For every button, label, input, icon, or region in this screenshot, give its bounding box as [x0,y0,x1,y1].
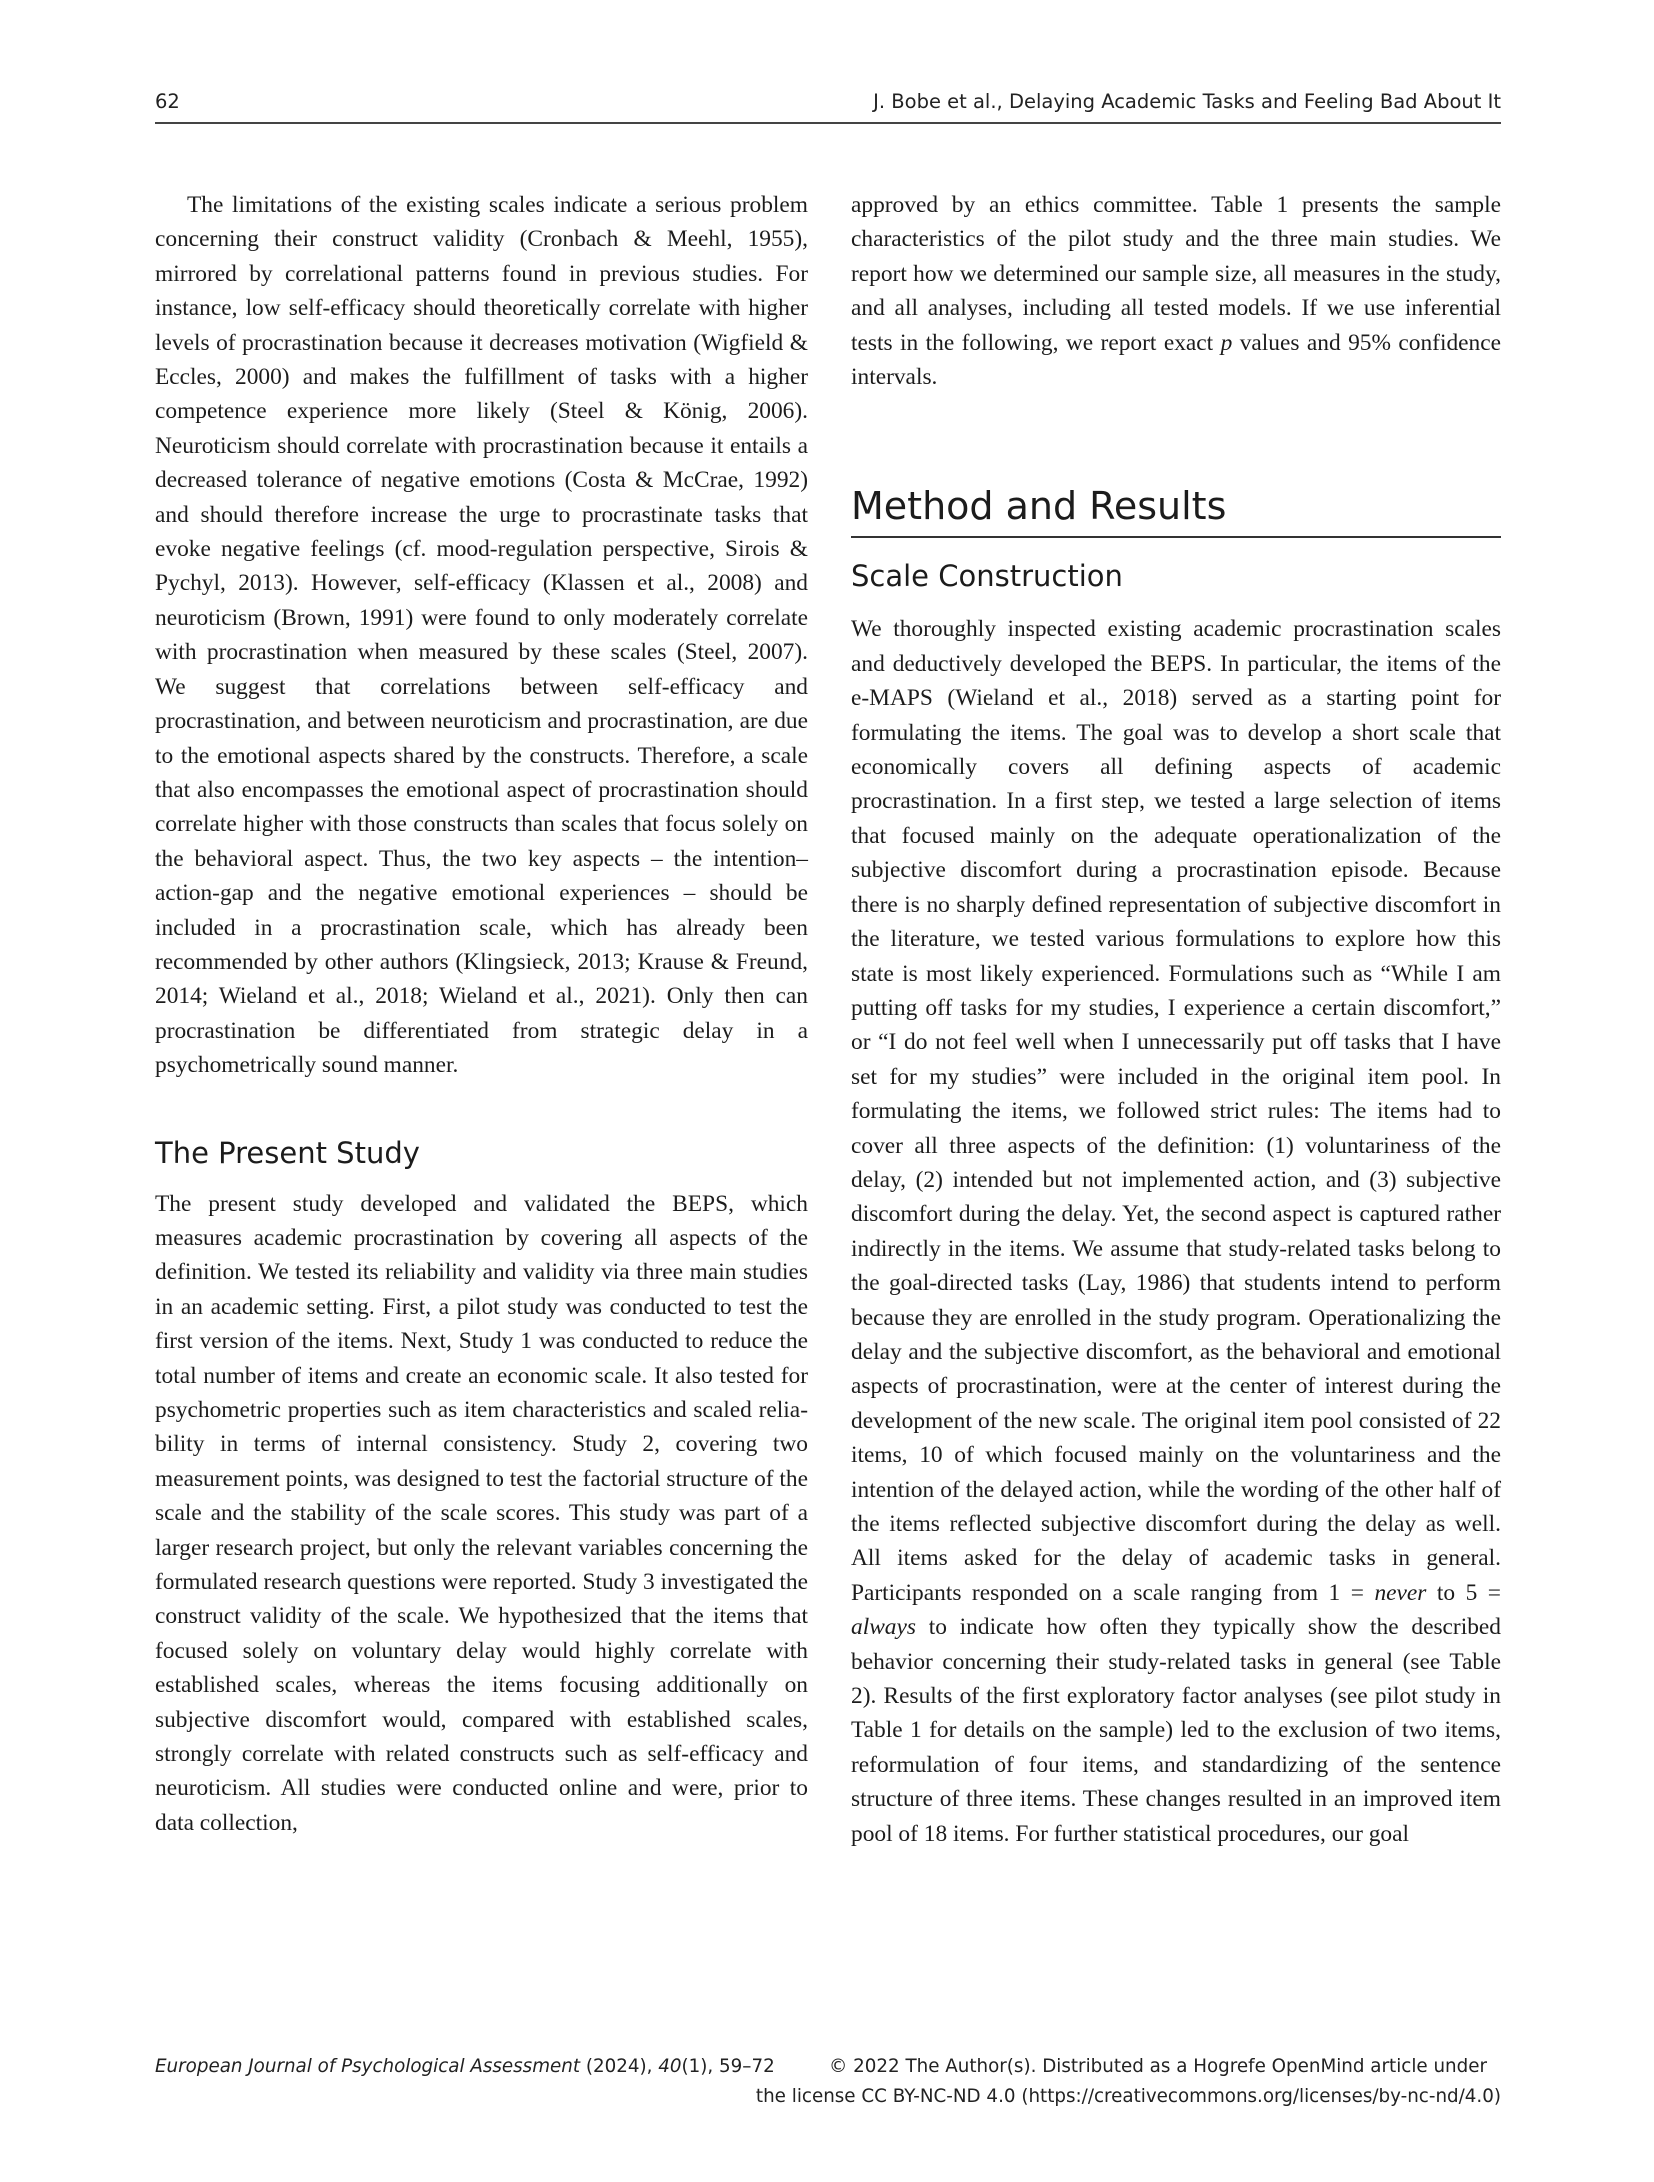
continuation-paragraph [851,188,1501,394]
continuation-text-a: approved by an ethics committee. Table 1 presents the sample characteristics of the pilot study and the three main studies. We report how we determined our sample size, all measures in the study, and all analyses, including all tested models. If we use inferential tests in the following, we report exact [851,192,1501,356]
subsection-heading-scale-construction: Scale Construction [851,559,1123,594]
left-column [155,188,808,1840]
scale-text-c: to indicate how often they typically show the described behavior concerning their study-related tasks in general (see Table 2). Results of the first exploratory factor analyses (see pilot study in Table 1 for details on the sample) led to the exclusion of two items, reformulation of four items, and standardizing of the sentence structure of three items. These changes resulted in an improved item pool of 18 items. For further statistical procedures, our goal [851,1614,1501,1847]
never-word: never [1374,1579,1427,1606]
continuation-text-b: values and 95% confidence intervals. [851,329,1501,391]
right-column [851,188,1501,1851]
scale-construction-paragraph [851,612,1501,1851]
journal-year: (2024), [580,2056,659,2077]
always-word: always [851,1614,916,1641]
journal-name: European Journal of Psychological Assessment [155,2056,581,2077]
journal-issue-pages: (1), 59–72 [681,2056,775,2077]
page-footer [155,2052,1501,2122]
journal-citation [155,2052,775,2082]
license-line-2: the license CC BY-NC-ND 4.0 (https://creativecommons.org/licenses/by-nc-nd/4.0) [755,2086,1501,2107]
license-line-1: © 2022 The Author(s). Distributed as a Hogrefe OpenMind article under [829,2056,1487,2077]
section-heading-method-results: Method and Results [851,482,1501,538]
scale-text-b: to 5 = [1426,1579,1501,1606]
p-symbol: p [1220,329,1233,356]
present-study-paragraph: The present study developed and validated the BEPS, which measures academic procrastination by covering all aspects of the definition. We tested its reliability and validity via three main studies in an academic setting. First, a pilot study was conducted to test the first version of the items. Next, Study 1 was conducted to reduce the total number of items and create an economic scale. It also tested for psychometric properties such as item characteristics and scaled reliability in terms of internal consistency. Study 2, covering two measurement points, was designed to test the factorial structure of the scale and the stability of the scale scores. This study was part of a larger research project, but only the relevant variables concerning the formulated research questions were reported. Study 3 investigated the construct validity of the scale. We hypothesized that the items that focused solely on voluntary delay would highly correlate with established scales, whereas the items focusing additionally on subjective discomfort would, compared with established scales, strongly correlate with related constructs such as self-efficacy and neuroticism. All studies were conducted online and were, prior to data collection, [155,1190,808,1836]
section-heading-present-study: The Present Study [155,1135,420,1170]
license-notice [756,2052,1501,2112]
intro-paragraph: The limitations of the existing scales indicate a serious problem concerning their construct validity (Cronbach & Meehl, 1955), mirrored by correlational patterns found in previous studies. For instance, low self-efficacy should theoretically correlate with higher levels of procrastination because it decreases motivation (Wigfield & Eccles, 2000) and makes the fulfillment of tasks with a higher competence experience more likely (Steel & König, 2006). Neuroticism should correlate with procrastination because it entails a decreased tolerance of negative emotions (Costa & McCrae, 1992) and should therefore increase the urge to procrastinate tasks that evoke negative feelings (cf. mood-regulation perspective, Sirois & Pychyl, 2013). However, self-efficacy (Klassen et al., 2008) and neuroticism (Brown, 1991) were found to only moderately correlate with procrastination when measured by these scales (Steel, 2007). We suggest that correlations between self-efficacy and procrastination, and between neuroticism and procrastination, are due to the emotional aspects shared by the constructs. Therefore, a scale that also encompasses the emotional aspect of procrastination should correlate higher with those constructs than scales that focus solely on the behavioral aspect. Thus, the two key aspects – the intention–action-gap and the negative emotional experiences – should be included in a procrastination scale, which has already been recommended by other authors (Klingsieck, 2013; Krause & Freund, 2014; Wieland et al., 2018; Wieland et al., 2021). Only then can procrastination be differentiated from strategic delay in a psychometrically sound manner. [155,192,808,1079]
page-number: 62 [155,90,180,113]
running-title: J. Bobe et al., Delaying Academic Tasks and Feeling Bad About It [873,90,1501,113]
running-header [155,86,1501,124]
journal-volume: 40 [658,2056,682,2077]
scale-text-a: We thoroughly inspected existing academic procrastination scales and deductively developed the BEPS. In particular, the items of the e-MAPS (Wieland et al., 2018) served as a starting point for formulating the items. The goal was to develop a short scale that economically covers all defining aspects of academic procrastination. In a first step, we tested a large selection of items that focused mainly on the adequate operationalization of the subjective discomfort during a procrastination episode. Because there is no sharply defined representation of subjective discomfort in the literature, we tested various formulations to explore how this state is most likely experienced. Formulations such as “While I am putting off tasks for my studies, I experience a certain discomfort,” or “I do not feel well when I unnecessarily put off tasks that I have set for my studies” were included in the original item pool. In formulating the items, we followed strict rules: The items had to cover all three aspects of the definition: (1) voluntariness of the delay, (2) intended but not implemented action, and (3) subjective discomfort during the delay. Yet, the second aspect is captured rather indirectly in the items. We assume that study-related tasks belong to the goal-directed tasks (Lay, 1986) that students intend to perform because they are enrolled in the study program. Operationalizing the delay and the subjective discomfort, as the behavioral and emotional aspects of procrastination, were at the center of interest during the development of the new scale. The original item pool consisted of 22 items, 10 of which focused mainly on the voluntariness and the intention of the delayed action, while the wording of the other half of the items reflected subjective discomfort during the delay as well. All items asked for the delay of academic tasks in general. Participants responded on a scale ranging from 1 = [851,616,1501,1606]
